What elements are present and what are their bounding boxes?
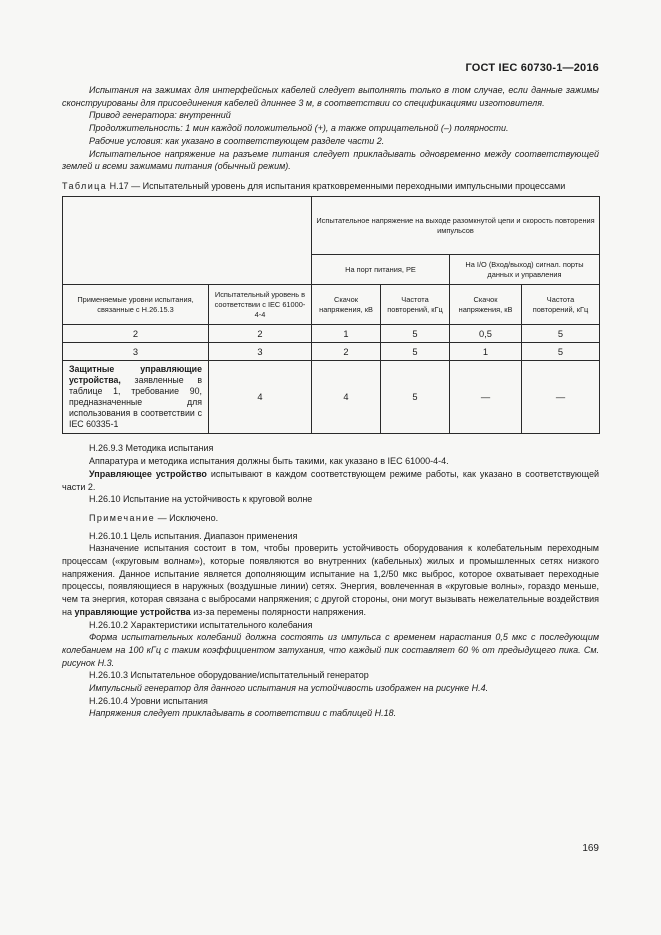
table-subheader-pe: На порт питания, PE <box>312 255 450 285</box>
table-cell: 5 <box>381 361 450 434</box>
paragraph: Привод генератора: внутренний <box>89 110 231 121</box>
section-heading: Н.26.10.4 Уровни испытания <box>89 695 208 706</box>
table-cell: 2 <box>209 325 312 343</box>
table-cell: 4 <box>209 361 312 434</box>
page-number: 169 <box>582 843 599 854</box>
section-heading: Н.26.9.3 Методика испытания <box>89 443 214 454</box>
note <box>62 512 599 525</box>
table-cell: 5 <box>522 325 600 343</box>
table-row <box>63 325 600 343</box>
test-level-table <box>62 196 600 434</box>
paragraph-text: испытывают в каждом соответствующем режиме работы, как указано в соответствующей части 2. <box>62 468 599 492</box>
table-caption-text: Н.17 — Испытательный уровень для испытания кратковременными переходными импульсными процессами <box>107 180 566 191</box>
table-cell: 5 <box>381 325 450 343</box>
paragraph: Напряжения следует прикладывать в соответствии с таблицей Н.18. <box>89 708 397 719</box>
paragraph: Испытательное напряжение на разъеме питания следует прикладывать одновременно между соответствующей землей и всеми зажимами питания (обычный режим). <box>62 148 599 172</box>
table-cell: 4 <box>312 361 381 434</box>
paragraph-text: Назначение испытания состоит в том, чтобы проверить устойчивость оборудования к колебательным переходным процессам («круговым волнам»), которые появляются во внутренних (кабельных) жилых и промышленных сетях низкого напряжения. Данное испытание является дополняющим испытание на 1,2/50 мкс выброс, которое охватывает переходные процессы, появляющиеся в наружных (воздушные линии) сетях. Энергия, вовлеченная в «круговые волны», гораздо меньше, чем та энергия, которая связана с выбросами напряжения; с другой стороны, они могут вызывать нежелательные воздействия на <box>62 543 599 617</box>
page-content <box>62 84 599 720</box>
table-cell-label-bold: Защитные управляющие устройства, <box>69 364 202 386</box>
table-column-header: Частота повторений, кГц <box>381 285 450 325</box>
table-cell: 5 <box>522 343 600 361</box>
table-cell: 3 <box>209 343 312 361</box>
paragraph: Форма испытательных колебаний должна состоять из импульса с временем нарастания 0,5 мкс с последующим колебанием на 100 кГц с таким коэффициентом затухания, что каждый пик составляет 60 % от предыдущего пика. См. рисунок Н.3. <box>62 632 599 668</box>
table-cell: — <box>450 361 522 434</box>
paragraph: Испытания на зажимах для интерфейсных кабелей следует выполнять только в том случае, если данные зажимы сконструированы для присоединения кабелей длиннее 3 м, в соответствии со спецификациями изготовителя. <box>62 85 599 108</box>
paragraph: Аппаратура и методика испытания должны быть такими, как указано в IEC 61000-4-4. <box>89 456 449 467</box>
paragraph <box>62 468 599 493</box>
paragraph: Рабочие условия: как указано в соответствующем разделе части 2. <box>89 135 385 146</box>
paragraph-text: из-за перемены полярности напряжения. <box>190 606 366 617</box>
table-cell: — <box>522 361 600 434</box>
paragraph: Импульсный генератор для данного испытания на устойчивость изображен на рисунке Н.4. <box>89 683 489 694</box>
paragraph <box>62 542 599 618</box>
section-heading: Н.26.10.2 Характеристики испытательного колебания <box>89 619 313 630</box>
table-cell: 0,5 <box>450 325 522 343</box>
table-cell: 5 <box>381 343 450 361</box>
table-cell-label <box>63 361 209 434</box>
section-heading: Н.26.10 Испытание на устойчивость к круговой волне <box>89 494 313 505</box>
table-cell: 1 <box>312 325 381 343</box>
paragraph: Продолжительность: 1 мин каждой положительной (+), а также отрицательной (–) полярности. <box>89 123 509 134</box>
table-row <box>63 361 600 434</box>
note-label: Примечание <box>89 512 156 523</box>
table-corner-cell <box>63 197 312 285</box>
table-cell: 2 <box>312 343 381 361</box>
table-column-header: Испытательный уровень в соответствии с IEC 61000-4-4 <box>209 285 312 325</box>
table-cell-label-rest: заявленные в таблице 1, требование 90, предназначенные для использования в соответствии с IEC 60335-1 <box>69 375 202 430</box>
note-text: — Исключено. <box>155 512 219 523</box>
table-caption-prefix: Таблица <box>62 180 108 191</box>
section-heading: Н.26.10.1 Цель испытания. Диапазон применения <box>89 530 298 541</box>
bold-term: Управляющее устройство <box>89 468 207 479</box>
table-column-header: Скачок напряжения, кВ <box>312 285 381 325</box>
table-cell: 1 <box>450 343 522 361</box>
table-column-header: Частота повторений, кГц <box>522 285 600 325</box>
bold-term: управляющие устройства <box>74 606 191 617</box>
table-column-header: Применяемые уровни испытания, связанные с Н.26.15.3 <box>63 285 209 325</box>
table-cell: 3 <box>63 343 209 361</box>
table-group-header: Испытательное напряжение на выходе разомкнутой цепи и скорость повторения импульсов <box>312 197 600 255</box>
table-subheader-io: На I/O (Вход/выход) сигнал. порты данных и управления <box>450 255 600 285</box>
table-cell: 2 <box>63 325 209 343</box>
table-column-header: Скачок напряжения, кВ <box>450 285 522 325</box>
section-heading: Н.26.10.3 Испытательное оборудование/испытательный генератор <box>89 670 369 681</box>
table-caption <box>62 181 599 193</box>
table-row <box>63 343 600 361</box>
document-header: ГОСТ IEC 60730-1—2016 <box>465 62 599 74</box>
